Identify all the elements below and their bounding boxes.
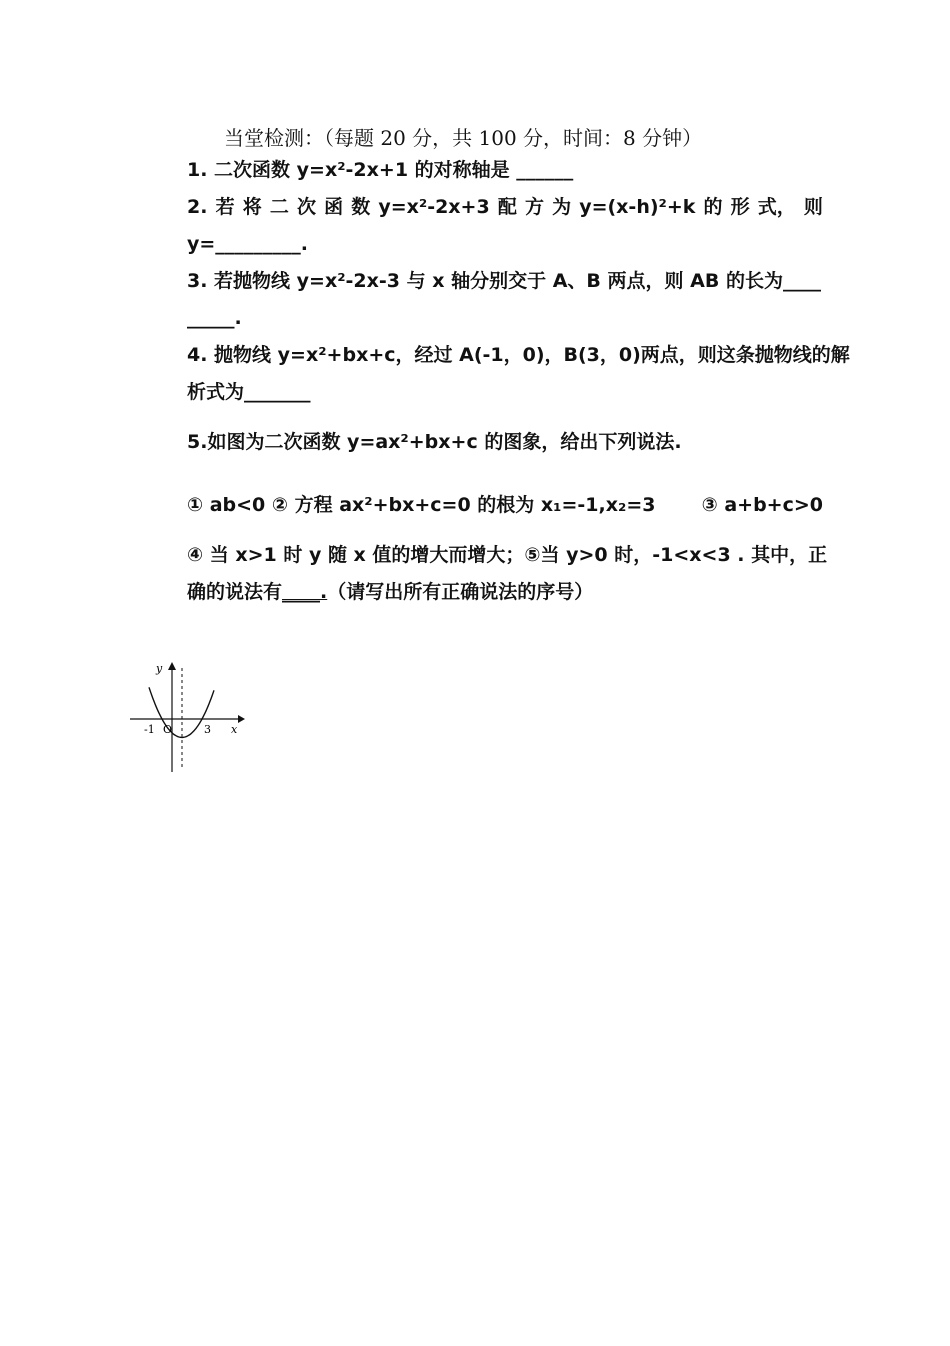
x-axis-arrow xyxy=(238,715,245,723)
statement-3: ③ a+b+c>0 xyxy=(701,494,823,516)
question-1 xyxy=(187,152,823,189)
question-1-text: 1. 二次函数 y=x²-2x+1 的对称轴是 ______ xyxy=(187,159,574,181)
x-axis-label: x xyxy=(231,723,238,736)
question-2-word: 次 xyxy=(296,196,316,218)
question-5-intro xyxy=(187,424,823,461)
question-2-word: 形 xyxy=(730,196,750,218)
left-root-label: -1 xyxy=(144,723,155,736)
question-2-line-1 xyxy=(187,189,823,226)
answer-suffix: （请写出所有正确说法的序号） xyxy=(327,581,594,603)
question-3-line-1: 3. 若抛物线 y=x²-2x-3 与 x 轴分别交于 A、B 两点，则 AB 的长为____ xyxy=(187,270,821,292)
question-2-word: 二 xyxy=(269,196,289,218)
question-4-line-2: 析式为_______ xyxy=(187,381,311,403)
question-2 xyxy=(187,189,823,263)
y-axis-label: y xyxy=(156,662,163,675)
question-5-row-1 xyxy=(187,487,823,524)
answer-line xyxy=(187,574,823,611)
question-2-word: 将 xyxy=(242,196,262,218)
question-2-word: y=(x-h)²+k xyxy=(579,196,696,218)
question-2-word: 若 xyxy=(215,196,235,218)
section-heading: 当堂检测：（每题 20 分，共 100 分，时间：8 分钟） xyxy=(224,126,703,150)
statements-1-2: ① ab<0 ② 方程 ax²+bx+c=0 的根为 x₁=-1,x₂=3 xyxy=(187,494,656,516)
question-4-line-1: 4. 抛物线 y=x²+bx+c，经过 A(-1，0)，B(3，0)两点，则这条抛物线的解 xyxy=(187,344,850,366)
question-2-word: 函 xyxy=(324,196,344,218)
question-2-word: y=x²-2x+3 xyxy=(378,196,490,218)
question-2-word: 为 xyxy=(552,196,572,218)
question-2-word: 的 xyxy=(703,196,723,218)
question-3-line-2: _____. xyxy=(187,307,242,329)
question-2-word: 配 xyxy=(497,196,517,218)
question-2-word: 2. xyxy=(187,196,208,218)
question-5-intro-text: 5.如图为二次函数 y=ax²+bx+c 的图象，给出下列说法. xyxy=(187,431,682,453)
question-5-statements-row-2 xyxy=(187,537,828,611)
right-root-label: 3 xyxy=(204,723,211,736)
question-2-word: 则 xyxy=(803,196,823,218)
origin-label: O xyxy=(163,723,173,736)
answer-prefix: 确的说法有 xyxy=(187,581,283,603)
question-2-word: 数 xyxy=(351,196,371,218)
answer-blank: ____. xyxy=(282,581,328,603)
question-2-word: 式， xyxy=(757,196,796,218)
question-2-word: 方 xyxy=(524,196,544,218)
question-3 xyxy=(187,263,823,337)
question-4 xyxy=(187,337,850,411)
parabola-figure xyxy=(128,660,246,776)
y-axis-arrow xyxy=(168,662,176,670)
question-5-statements-row-1 xyxy=(187,487,823,524)
statements-4-5: ④ 当 x>1 时 y 随 x 值的增大而增大；⑤当 y>0 时，-1<x<3 . 其中，正 xyxy=(187,544,828,566)
question-2-line-2: y=_________. xyxy=(187,233,309,255)
